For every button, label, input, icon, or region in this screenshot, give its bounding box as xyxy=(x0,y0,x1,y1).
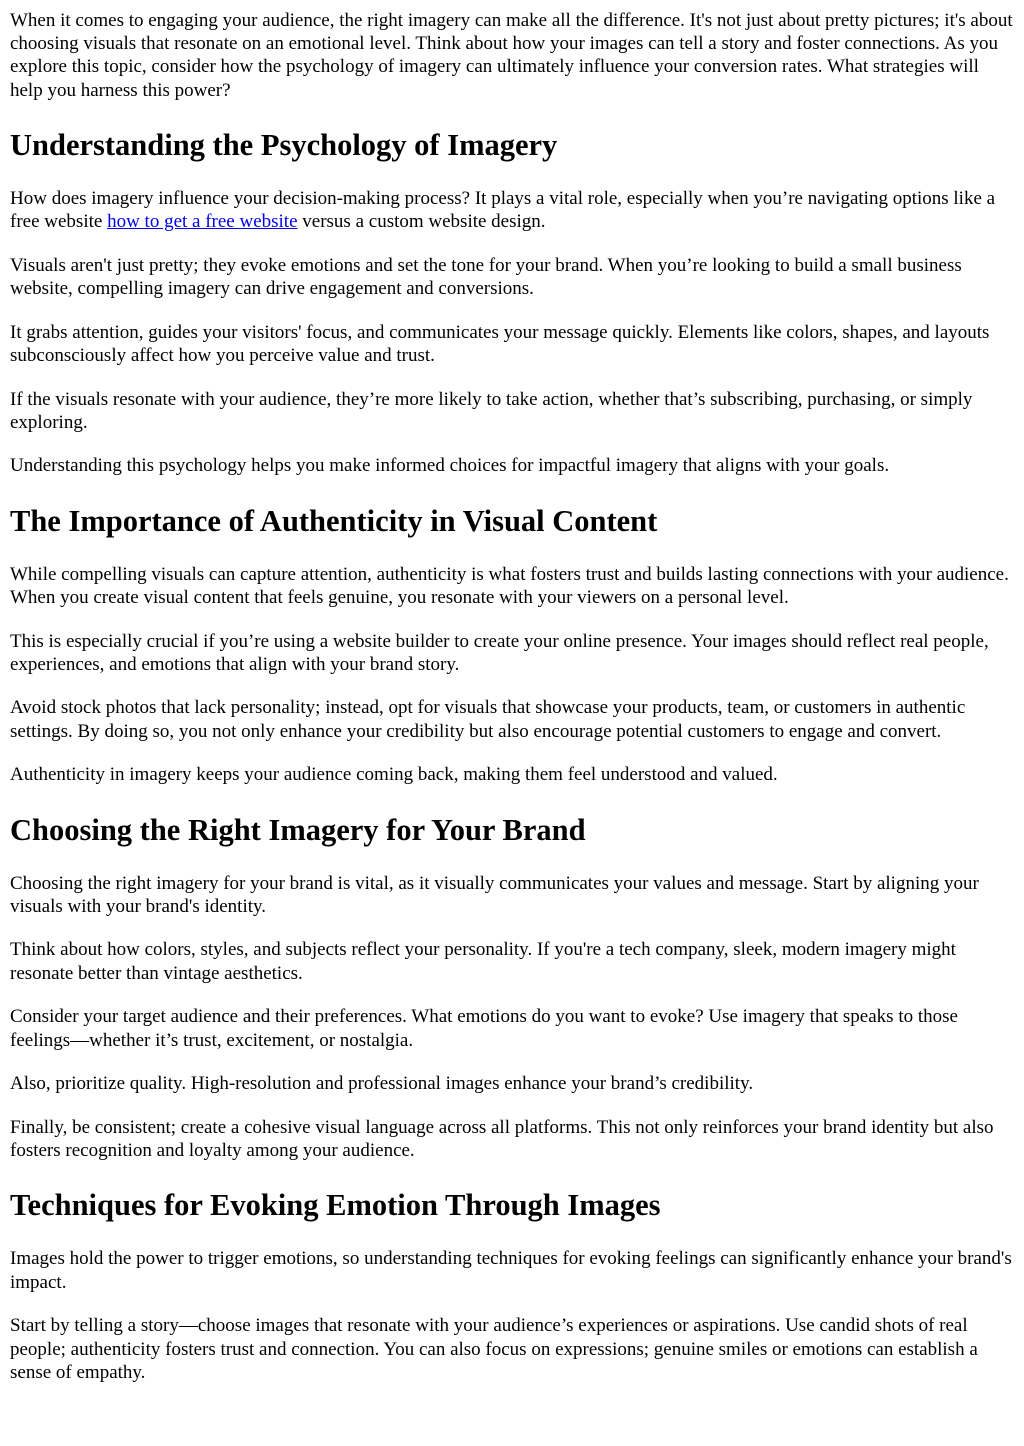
paragraph: Understanding this psychology helps you make informed choices for impactful imagery that aligns with your goals. xyxy=(10,455,890,477)
section-heading-psychology: Understanding the Psychology of Imagery xyxy=(10,127,558,162)
paragraph: Finally, be consistent; create a cohesive visual language across all platforms. This not only reinforces your brand identity but also fosters recognition and loyalty among your audience. xyxy=(10,1116,994,1162)
paragraph: It grabs attention, guides your visitors' focus, and communicates your message quickly. Elements like colors, shapes, and layouts subconsciously affect how you perceive value and trust. xyxy=(10,321,990,366)
text-span: versus a custom website design. xyxy=(297,211,546,233)
paragraph: Avoid stock photos that lack personality; instead, opt for visuals that showcase your products, team, or customers in authentic settings. By doing so, you not only enhance your credibility but also encourage potential customers to engage and convert. xyxy=(10,697,966,742)
paragraph: Think about how colors, styles, and subjects reflect your personality. If you're a tech company, sleek, modern imagery might resonate better than vintage aesthetics. xyxy=(10,939,956,984)
paragraph: Consider your target audience and their preferences. What emotions do you want to evoke? Use imagery that speaks to those feelings—whether it’s trust, excitement, or nostalgia. xyxy=(10,1006,958,1051)
paragraph: Images hold the power to trigger emotions, so understanding techniques for evoking feelings can significantly enhance your brand's impact. xyxy=(10,1248,1012,1293)
paragraph xyxy=(10,187,1014,233)
paragraph: Also, prioritize quality. High-resolution and professional images enhance your brand’s credibility. xyxy=(10,1073,754,1095)
free-website-link[interactable]: how to get a free website xyxy=(107,211,298,233)
section-heading-authenticity: The Importance of Authenticity in Visual Content xyxy=(10,503,658,538)
paragraph: While compelling visuals can capture attention, authenticity is what fosters trust and builds lasting connections with your audience. When you create visual content that feels genuine, you resonate with your viewers on a personal level. xyxy=(10,563,1009,608)
paragraph: Authenticity in imagery keeps your audience coming back, making them feel understood and valued. xyxy=(10,764,778,786)
section-heading-right-imagery: Choosing the Right Imagery for Your Brand xyxy=(10,812,586,847)
paragraph: Choosing the right imagery for your brand is vital, as it visually communicates your values and message. Start by aligning your visuals with your brand's identity. xyxy=(10,872,979,917)
paragraph: Visuals aren't just pretty; they evoke emotions and set the tone for your brand. When you’re looking to build a small business website, compelling imagery can drive engagement and conversions. xyxy=(10,254,962,299)
section-heading-evoking-emotion: Techniques for Evoking Emotion Through Images xyxy=(10,1188,661,1223)
paragraph: If the visuals resonate with your audience, they’re more likely to take action, whether that’s subscribing, purchasing, or simply exploring. xyxy=(10,388,973,433)
paragraph: This is especially crucial if you’re using a website builder to create your online presence. Your images should reflect real people, experiences, and emotions that align with your brand story. xyxy=(10,630,989,675)
intro-paragraph: When it comes to engaging your audience, the right imagery can make all the difference. It's not just about pretty pictures; it's about choosing visuals that resonate on an emotional level. Think about how your images can tell a story and foster connections. As you explore this topic, consider how the psychology of imagery can ultimately influence your conversion rates. What strategies will help you harness this power? xyxy=(10,10,1013,101)
paragraph: Start by telling a story—choose images that resonate with your audience’s experiences or aspirations. Use candid shots of real people; authenticity fosters trust and connection. You can also focus on expressions; genuine smiles or emotions can establish a sense of empathy. xyxy=(10,1315,978,1383)
text-span: How does imagery influence your decision-making process? It plays a vital role, especially when you’re navigating options like a free website xyxy=(10,187,996,233)
